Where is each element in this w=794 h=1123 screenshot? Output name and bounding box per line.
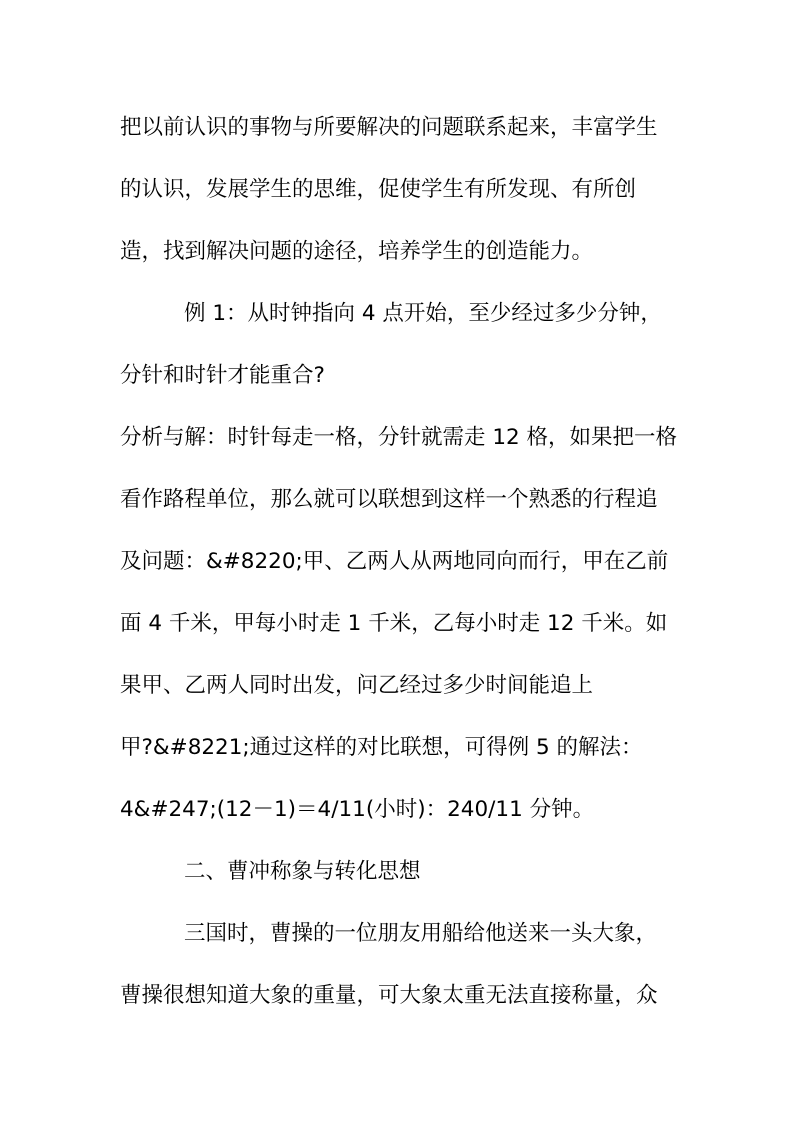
paragraph-line: 把以前认识的事物与所要解决的问题联系起来，丰富学生	[120, 115, 658, 140]
paragraph-line: 及问题：&#8220;甲、乙两人从两地同向而行，甲在乙前	[120, 549, 669, 574]
formula-line: 4&#247;(12－1)＝4/11(小时)：240/11 分钟。	[120, 797, 595, 822]
analysis-line: 分析与解：时针每走一格，分针就需走 12 格，如果把一格	[120, 425, 678, 450]
paragraph-line: 看作路程单位，那么就可以联想到这样一个熟悉的行程追	[120, 487, 658, 512]
paragraph-line: 三国时，曹操的一位朋友用船给他送来一头大象，	[184, 921, 658, 946]
example-heading-line: 例 1：从时钟指向 4 点开始，至少经过多少分钟，	[184, 301, 662, 326]
paragraph-line: 曹操很想知道大象的重量，可大象太重无法直接称量，众	[120, 983, 658, 1008]
paragraph-line: 果甲、乙两人同时出发，问乙经过多少时间能追上	[120, 673, 594, 698]
paragraph-line: 分针和时针才能重合?	[120, 363, 325, 388]
paragraph-line: 造，找到解决问题的途径，培养学生的创造能力。	[120, 239, 594, 264]
section-heading: 二、曹冲称象与转化思想	[184, 859, 421, 884]
paragraph-line: 面 4 千米，甲每小时走 1 千米，乙每小时走 12 千米。如	[120, 611, 668, 636]
paragraph-line: 甲?&#8221;通过这样的对比联想，可得例 5 的解法：	[120, 735, 643, 760]
paragraph-line: 的认识，发展学生的思维，促使学生有所发现、有所创	[120, 177, 637, 202]
